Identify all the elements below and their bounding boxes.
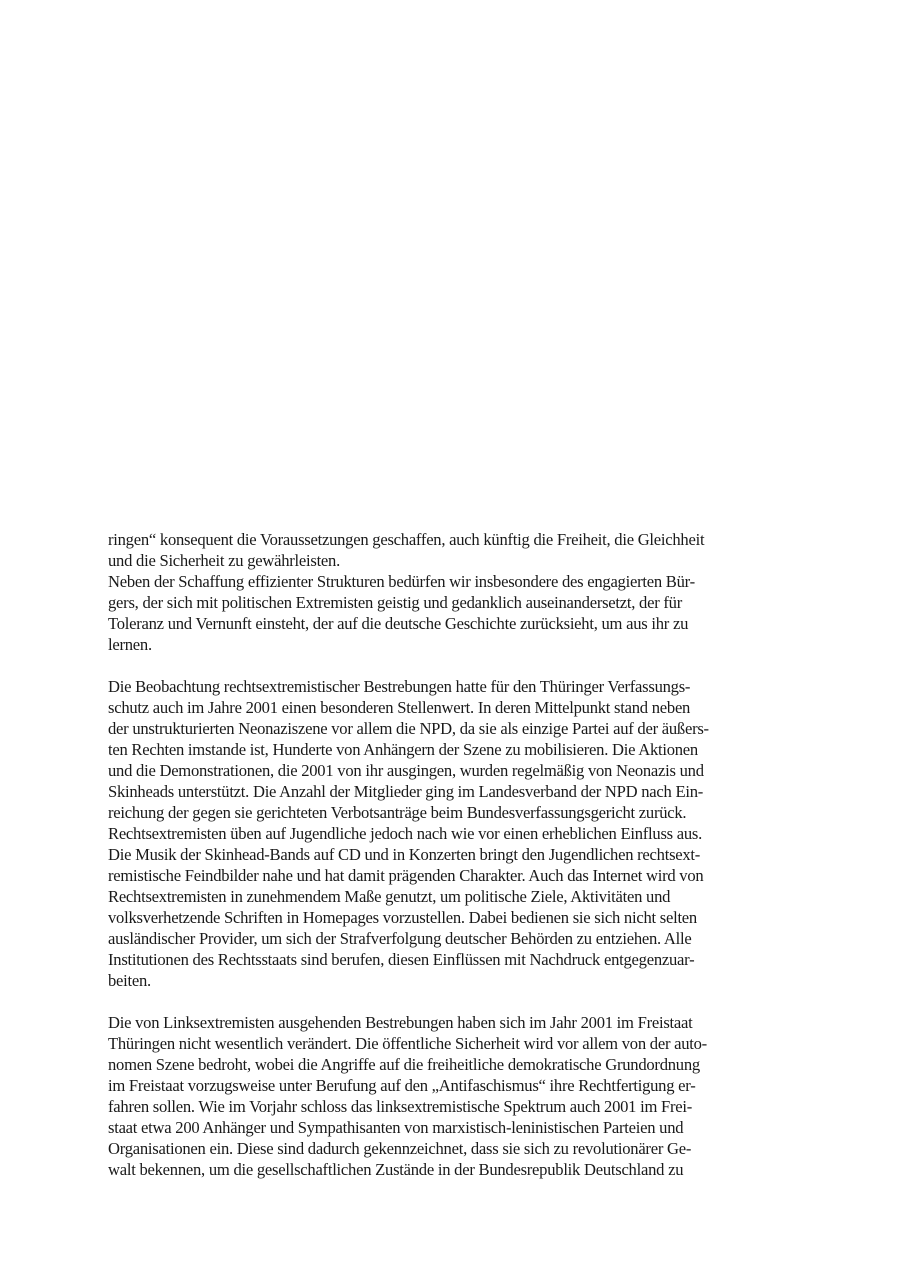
text-line: nomen Szene bedroht, wobei die Angriffe auf die freiheitliche demokratische Grundordnung <box>108 1055 700 1074</box>
text-line: Institutionen des Rechtsstaats sind berufen, diesen Einflüssen mit Nachdruck entgegenzuar- <box>108 950 695 969</box>
text-line: Neben der Schaffung effizienter Strukturen bedürfen wir insbesondere des engagierten Bür- <box>108 572 695 591</box>
text-line: ten Rechten imstande ist, Hunderte von Anhängern der Szene zu mobilisieren. Die Aktionen <box>108 740 698 759</box>
text-line: lernen. <box>108 635 152 654</box>
text-line: ringen“ konsequent die Voraussetzungen geschaffen, auch künftig die Freiheit, die Gleichheit <box>108 530 705 549</box>
text-line: Toleranz und Vernunft einsteht, der auf die deutsche Geschichte zurücksieht, um aus ihr zu <box>108 614 689 633</box>
text-line: reichung der gegen sie gerichteten Verbotsanträge beim Bundesverfassungsgericht zurück. <box>108 803 687 822</box>
text-line: fahren sollen. Wie im Vorjahr schloss das linksextremistische Spektrum auch 2001 im Frei- <box>108 1097 693 1116</box>
text-line: der unstrukturierten Neonaziszene vor allem die NPD, da sie als einzige Partei auf der äußers- <box>108 719 709 738</box>
text-line: walt bekennen, um die gesellschaftlichen Zustände in der Bundesrepublik Deutschland zu <box>108 1160 684 1179</box>
text-line: Die von Linksextremisten ausgehenden Bestrebungen haben sich im Jahr 2001 im Freistaat <box>108 1013 693 1032</box>
paragraph-right-extremism <box>108 676 748 991</box>
text-line: im Freistaat vorzugsweise unter Berufung auf den „Antifaschismus“ ihre Rechtfertigung er- <box>108 1076 696 1095</box>
paragraph-engaged-citizen <box>108 571 748 655</box>
text-line: schutz auch im Jahre 2001 einen besonderen Stellenwert. In deren Mittelpunkt stand neben <box>108 698 691 717</box>
text-line: und die Demonstrationen, die 2001 von ihr ausgingen, wurden regelmäßig von Neonazis und <box>108 761 704 780</box>
text-line: und die Sicherheit zu gewährleisten. <box>108 551 340 570</box>
text-line: Die Musik der Skinhead-Bands auf CD und in Konzerten bringt den Jugendlichen rechtsext- <box>108 845 701 864</box>
text-line: Thüringen nicht wesentlich verändert. Die öffentliche Sicherheit wird vor allem von der auto- <box>108 1034 707 1053</box>
paragraph-continuation <box>108 529 748 571</box>
body-text <box>108 529 748 1180</box>
text-line: ausländischer Provider, um sich der Strafverfolgung deutscher Behörden zu entziehen. Alle <box>108 929 692 948</box>
text-line: Rechtsextremisten üben auf Jugendliche jedoch nach wie vor einen erheblichen Einfluss aus. <box>108 824 703 843</box>
text-line: Die Beobachtung rechtsextremistischer Bestrebungen hatte für den Thüringer Verfassungs- <box>108 677 691 696</box>
text-line: Skinheads unterstützt. Die Anzahl der Mitglieder ging im Landesverband der NPD nach Ein- <box>108 782 704 801</box>
text-line: remistische Feindbilder nahe und hat damit prägenden Charakter. Auch das Internet wird von <box>108 866 704 885</box>
text-line: Rechtsextremisten in zunehmendem Maße genutzt, um politische Ziele, Aktivitäten und <box>108 887 671 906</box>
text-line: staat etwa 200 Anhänger und Sympathisanten von marxistisch-leninistischen Parteien und <box>108 1118 684 1137</box>
text-line: volksverhetzende Schriften in Homepages vorzustellen. Dabei bedienen sie sich nicht selten <box>108 908 697 927</box>
text-line: Organisationen ein. Diese sind dadurch gekennzeichnet, dass sie sich zu revolutionärer Ge- <box>108 1139 692 1158</box>
text-line: gers, der sich mit politischen Extremisten geistig und gedanklich auseinandersetzt, der für <box>108 593 682 612</box>
text-line: beiten. <box>108 971 151 990</box>
paragraph-left-extremism <box>108 1012 748 1180</box>
